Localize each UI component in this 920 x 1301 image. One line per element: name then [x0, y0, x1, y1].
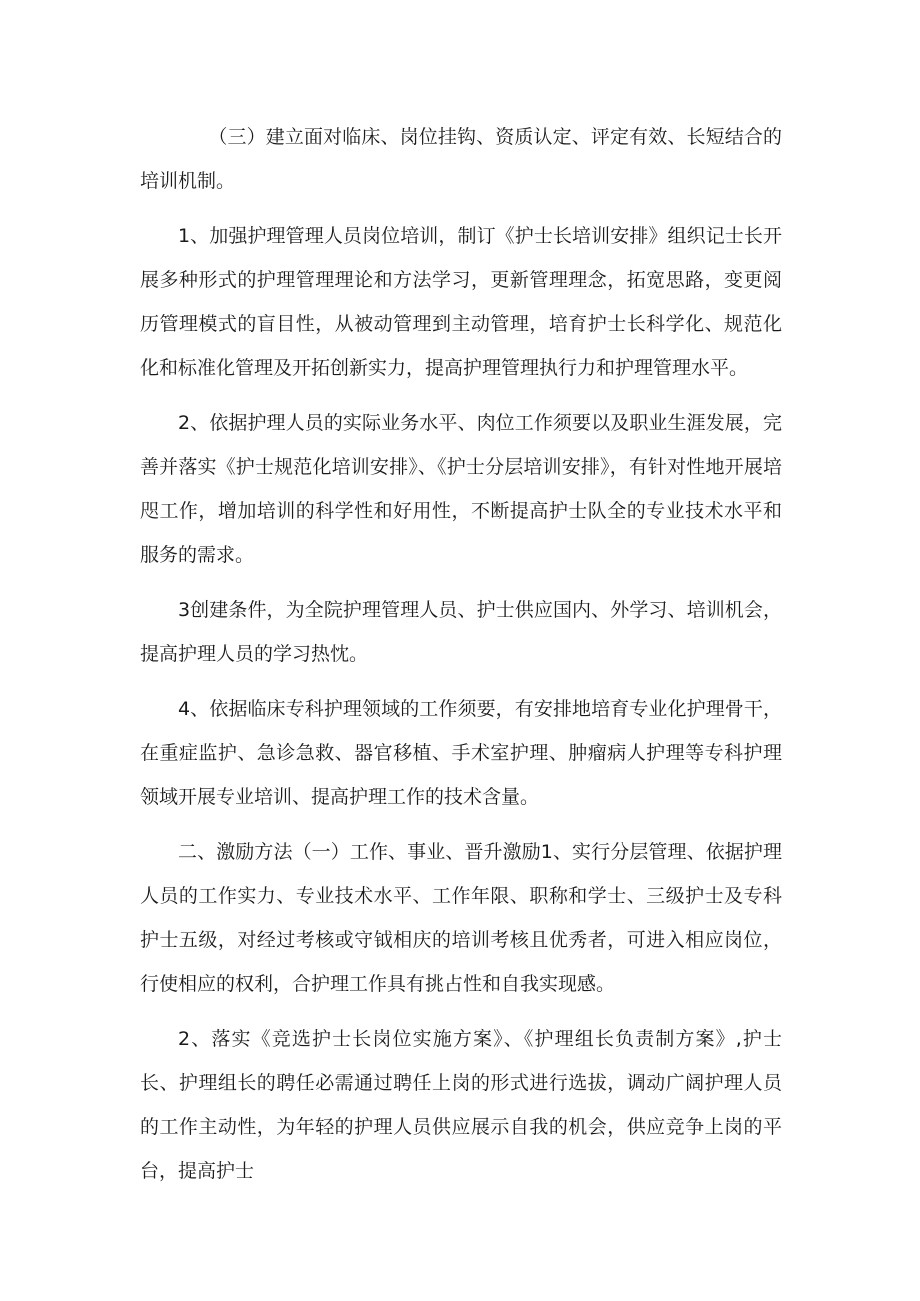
paragraph-training-mechanism: （三）建立面对临床、岗位挂钩、资质认定、评定有效、长短结合的培训机制。: [140, 126, 782, 192]
paragraph-item-2-standardized-training: 2、依据护理人员的实际业务水平、肉位工作须要以及职业生涯发展，完善并落实《护士规范化培训安排》、《护士分层培训安排》，有针对性地开展培咫工作，增加培训的科学性和好用性，不断提高护士队全的专业技术水平和服务的需求。: [140, 412, 782, 566]
paragraph-item-4-specialist-nursing: 4、依据临床专科护理领域的工作须要，有安排地培育专业化护理骨干，在重症监护、急诊急救、器官移植、手术室护理、肿瘤病人护理等专科护理领域开展专业培训、提高护理工作的技术含量。: [140, 698, 782, 808]
document-body: [140, 115, 782, 1204]
paragraph-item-3-learning-opportunities: 3创建条件，为全院护理管理人员、护士供应国内、外学习、培训机会，提高护理人员的学习热忱。: [140, 599, 782, 665]
paragraph-item-2-competitive-selection: 2、落实《竞选护士长岗位实施方案》、《护理组长负责制方案》,护士长、护理组长的聘任必需通过聘任上岗的形式进行选拔，调动广阔护理人员的工作主动性，为年轻的护理人员供应展示自我的机会，供应竞争上岗的平台，提高护士: [140, 1028, 782, 1182]
paragraph-incentive-methods: 二、激励方法（一）工作、事业、晋升激励1、实行分层管理、依据护理人员的工作实力、专业技术水平、工作年限、职称和学士、三级护士及专科护士五级，对经过考核或守钺相庆的培训考核且优秀者，可进入相应岗位，行使相应的权利，合护理工作具有挑占性和自我实现感。: [140, 841, 782, 995]
paragraph-item-1-management-training: 1、加强护理管理人员岗位培训，制订《护士长培训安排》组织记士长开展多种形式的护理管理理论和方法学习，更新管理理念，拓宽思路，变更阅历管理模式的盲目性，从被动管理到主动管理，培育护士长科学化、规范化化和标准化管理及开拓创新实力，提高护理管理执行力和护理管理水平。: [140, 225, 782, 379]
